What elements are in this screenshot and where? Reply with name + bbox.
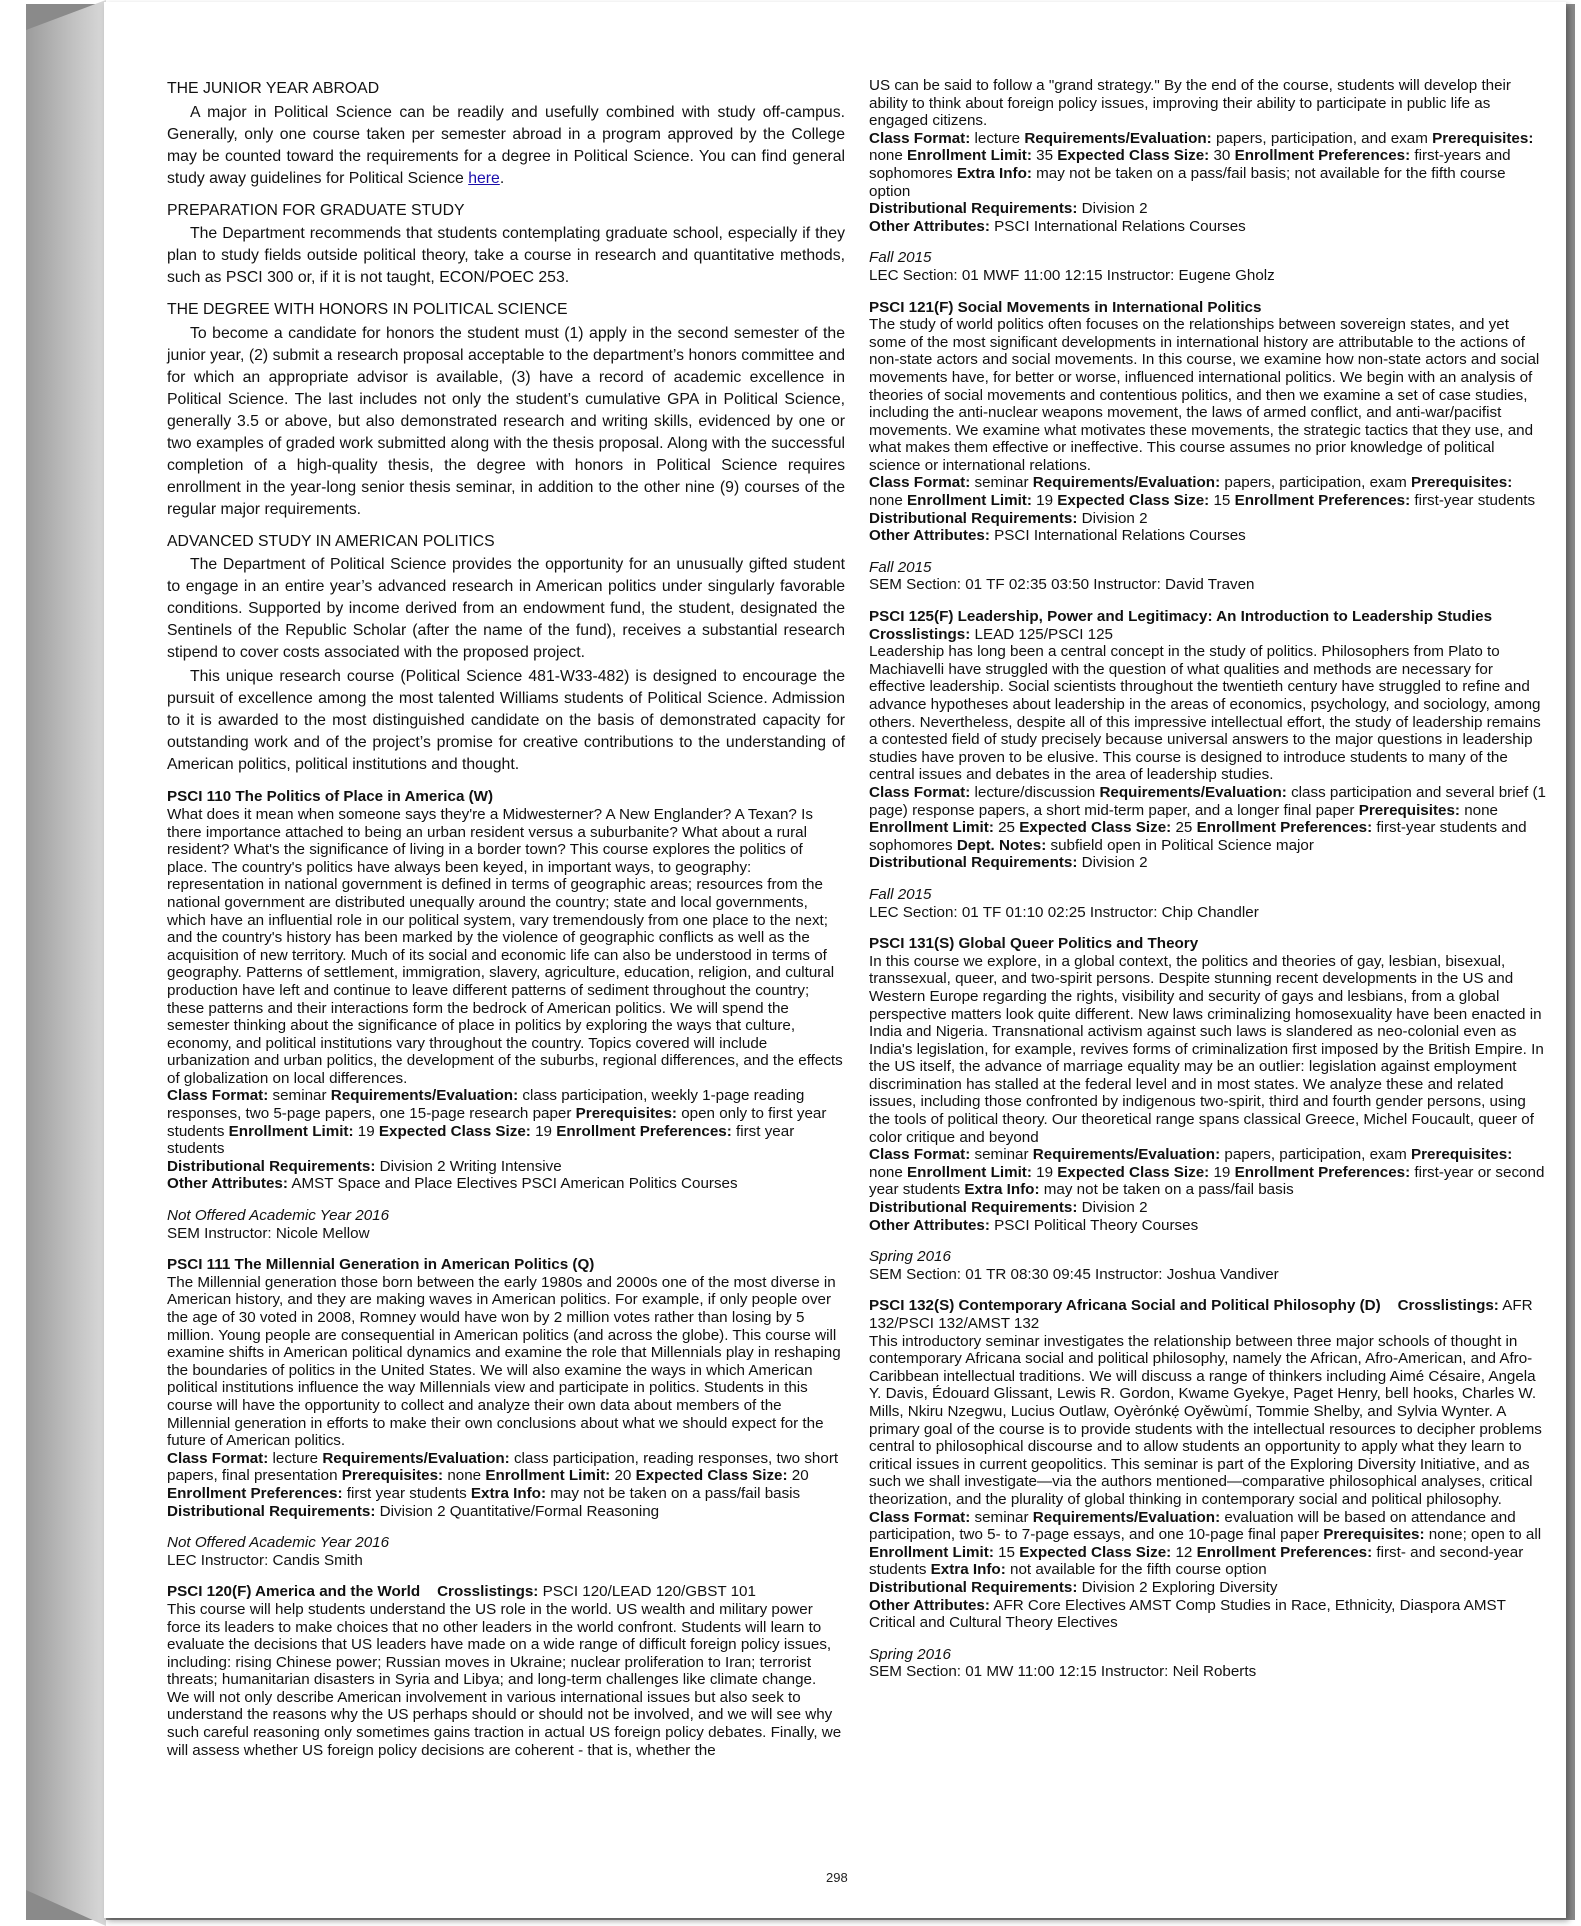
section-paragraph: This unique research course (Political Science 481-W33-482) is designed to encourage the pursuit of excellence among the most talented Williams students of Political Science. Admission to it is awarded to the most distinguished candidate on the basis of demonstrated capacity for outstanding work and of the project’s promise for creative contributions to the understanding of American politics, political institutions and thought. bbox=[167, 668, 845, 774]
section-info: LEC Section: 01 TF 01:10 02:25 Instructor: Chip Chandler bbox=[869, 903, 1259, 921]
course-description: This introductory seminar investigates the relationship between three major schools of thought in contemporary Africana social and political philosophy, namely the African, Afro-American, and Afro-Caribbean intellectual traditions. We will discuss a range of thinkers including Aimé Césaire, Angela Y. Davis, Édouard Glissant, Lewis R. Gordon, Kwame Gyekye, Paget Henry, bell hooks, Charles W. Mills, Nkiru Nzegwu, Lucius Outlaw, Oyèrónkẹ́ Oyěwùmí, Tommie Shelby, and Sylvia Wynter. A primary goal of the course is to provide students with the intellectual resources to decipher problems central to philosophical discourse and to allow students an opportunity to apply what they learn to critical issues in current geopolitics. This seminar is part of the Exploring Diversity Initiative, and as such we shall investigate—via the authors mentioned—comparative philosophical analyses, critical theorization, and the plurality of global thinking in contemporary social and political philosophy. bbox=[869, 1332, 1542, 1508]
distributional-requirements: Distributional Requirements: Division 2 bbox=[869, 1199, 1148, 1217]
term: Not Offered Academic Year 2016 bbox=[167, 1534, 390, 1552]
course-details: Class Format: lecture/discussion Requirements/Evaluation: class participation and several brief (1 page) response papers, a short mid-term paper, and a longer final paper Prerequisites: none Enrollment Limit: 25 Expected Class Size: 25 Enrollment Preferences: first-year students and sophomores Dept. Notes: subfield open in Political Science major bbox=[869, 783, 1547, 854]
course-title: PSCI 110 The Politics of Place in America (W) bbox=[167, 788, 494, 806]
course-details: Class Format: seminar Requirements/Evaluation: papers, participation, exam Prerequisites: none Enrollment Limit: 19 Expected Class Size: 19 Enrollment Preferences: first-year or second year students Extra Info: may not be taken on a pass/fail basis bbox=[869, 1146, 1545, 1199]
term: Spring 2016 bbox=[869, 1248, 951, 1266]
course-psci-132 bbox=[869, 1297, 1547, 1680]
course-offering bbox=[869, 249, 1547, 284]
right-column bbox=[869, 77, 1547, 1695]
section-info: SEM Instructor: Nicole Mellow bbox=[167, 1224, 370, 1242]
distributional-requirements: Distributional Requirements: Division 2 bbox=[869, 509, 1148, 527]
other-attributes: Other Attributes: AMST Space and Place Electives PSCI American Politics Courses bbox=[167, 1175, 738, 1193]
other-attributes: Other Attributes: PSCI International Relations Courses bbox=[869, 527, 1246, 545]
section-title: PREPARATION FOR GRADUATE STUDY bbox=[167, 201, 465, 219]
course-psci-121 bbox=[869, 299, 1547, 595]
section-honors bbox=[167, 301, 845, 521]
course-title: PSCI 120(F) America and the World bbox=[167, 1583, 421, 1601]
course-description: In this course we explore, in a global context, the politics and theories of gay, lesbian, bisexual, transsexual, queer, and two-spirit persons. Despite stunning recent developments in the US and Western Europe regarding the rights, visibility and security of gays and lesbians, from a global perspective matters look quite different. New laws criminalizing homosexuality have been enacted in India and Nigeria. Transnational activism against such laws is slandered as neo-colonial even as India's legislation, for example, revives forms of criminalization first imposed by the British Empire. In the US itself, the advance of marriage equality may be an outlier: legislation against employment discrimination has stalled at the federal level and in most states. We analyze these and related issues, including those confronted by indigenous two-spirit, third and fourth gender persons, using the tools of political theory. Our theoretical range spans classical Greece, Michel Foucault, queer of color critique and beyond bbox=[869, 952, 1544, 1146]
section-title: ADVANCED STUDY IN AMERICAN POLITICS bbox=[167, 532, 495, 550]
section-title: THE DEGREE WITH HONORS IN POLITICAL SCIENCE bbox=[167, 301, 568, 319]
course-psci-120-continued bbox=[869, 77, 1547, 285]
course-description-continued: We will not only describe American involvement in various international issues but also seek to understand the reasons why the US perhaps should or should not be involved, and we will see why such careful reasoning only sometimes gains traction in actual US foreign policy debates. Finally, we will assess whether US foreign policy decisions are coherent - that is, whether the bbox=[167, 1688, 842, 1759]
course-description: The Millennial generation those born between the early 1980s and 2000s one of the most diverse in American history, and they are making waves in American politics. For example, if only people over the age of 30 voted in 2008, Romney would have won by 2 million votes rather than losing by 5 million. Young people are consequential in American politics (and across the globe). This course will examine shifts in American political dynamics and examine the role that Millennials play in reshaping the boundaries of politics in the United States. We will also examine the ways in which American political institutions influence the way Millennials view and participate in politics. Students in this course will have the opportunity to collect and analyze their own data about members of the Millennial generation in efforts to make their own conclusions about what we should expect for the future of American politics. bbox=[167, 1273, 841, 1450]
section-paragraph: A major in Political Science can be readily and usefully combined with study off-campus. Generally, only one course taken per semester abroad in a program approved by the College may be counted toward the requirements for a degree in Political Science. You can find general study away guidelines for Political Science here. bbox=[167, 103, 845, 187]
course-description: US can be said to follow a "grand strategy." By the end of the course, students will develop their ability to think about foreign policy issues, improving their ability to participate in public life as engaged citizens. bbox=[869, 77, 1511, 130]
course-description: This course will help students understand the US role in the world. US wealth and military power force its leaders to make choices that no other leaders in the world confront. Students will learn to evaluate the decisions that US leaders have made on a wide range of difficult foreign policy issues, including: rising Chinese power; Russian moves in Ukraine; nuclear proliferation to Iran; terrorist threats; humanitarian disasters in Syria and Libya; and long-term challenges like climate change. bbox=[167, 1600, 832, 1689]
term: Fall 2015 bbox=[869, 885, 932, 903]
course-title: PSCI 125(F) Leadership, Power and Legitimacy: An Introduction to Leadership Studies bbox=[869, 608, 1493, 626]
book-spine bbox=[26, 0, 106, 1926]
left-column bbox=[167, 80, 845, 1773]
course-title: PSCI 111 The Millennial Generation in American Politics (Q) bbox=[167, 1256, 595, 1274]
section-paragraph: The Department of Political Science provides the opportunity for an unusually gifted student to engage in an entire year’s advanced research in American politics under singularly favorable conditions. Supported by income derived from an endowment fund, the student, designated the Sentinels of the Republic Scholar (after the name of the fund), receives a substantial research stipend to cover costs associated with the proposed project. bbox=[167, 556, 845, 662]
distributional-requirements: Distributional Requirements: Division 2 Exploring Diversity bbox=[869, 1578, 1278, 1596]
term: Fall 2015 bbox=[869, 558, 932, 576]
section-junior-year bbox=[167, 80, 845, 190]
course-title: PSCI 121(F) Social Movements in International Politics bbox=[869, 298, 1262, 316]
course-details: Class Format: seminar Requirements/Evaluation: evaluation will be based on attendance and participation, two 5- to 7-page essays, and one 10-page final paper Prerequisites: none; open to all Enrollment Limit: 15 Expected Class Size: 12 Enrollment Preferences: first- and second-year students Extra Info: not available for the fifth course option bbox=[869, 1508, 1542, 1579]
course-details: Class Format: lecture Requirements/Evaluation: papers, participation, and exam Prerequisites: none Enrollment Limit: 35 Expected Class Size: 30 Enrollment Preferences: first-years and sophomores Extra Info: may not be taken on a pass/fail basis; not available for the fifth course option bbox=[869, 129, 1534, 200]
course-offering bbox=[869, 1646, 1547, 1681]
other-attributes: Other Attributes: PSCI International Relations Courses bbox=[869, 217, 1246, 235]
course-details: Class Format: seminar Requirements/Evaluation: class participation, weekly 1-page reading responses, two 5-page papers, one 15-page research paper Prerequisites: open only to first year students Enrollment Limit: 19 Expected Class Size: 19 Enrollment Preferences: first year students bbox=[167, 1087, 827, 1158]
term: Fall 2015 bbox=[869, 249, 932, 267]
course-heading: PSCI 120(F) America and the World Crosslistings: PSCI 120/LEAD 120/GBST 101 bbox=[167, 1583, 756, 1601]
distributional-requirements: Distributional Requirements: Division 2 Quantitative/Formal Reasoning bbox=[167, 1502, 660, 1520]
course-offering bbox=[869, 1248, 1547, 1283]
distributional-requirements: Distributional Requirements: Division 2 Writing Intensive bbox=[167, 1157, 562, 1175]
distributional-requirements: Distributional Requirements: Division 2 bbox=[869, 854, 1148, 872]
section-info: SEM Section: 01 MW 11:00 12:15 Instructor: Neil Roberts bbox=[869, 1663, 1257, 1681]
course-heading: PSCI 132(S) Contemporary Africana Social and Political Philosophy (D) Crosslistings: AFR 132/PSCI 132/AMST 132 bbox=[869, 1297, 1533, 1332]
course-offering bbox=[869, 559, 1547, 594]
course-psci-120 bbox=[167, 1583, 845, 1759]
section-paragraph: To become a candidate for honors the student must (1) apply in the second semester of the junior year, (2) submit a research proposal acceptable to the department’s honors committee and for which an appropriate advisor is available, (3) have a record of academic excellence in Political Science. The last includes not only the student’s cumulative GPA in Political Science, generally 3.5 or above, but also demonstrated research and writing skills, evidenced by one or two examples of graded work submitted along with the thesis proposal. Along with the successful completion of a high-quality thesis, the degree with honors in Political Science requires enrollment in the year-long senior thesis seminar, in addition to the other nine (9) courses of the regular major requirements. bbox=[167, 324, 845, 518]
section-title: THE JUNIOR YEAR ABROAD bbox=[167, 80, 380, 97]
course-offering bbox=[167, 1207, 845, 1242]
course-title: PSCI 132(S) Contemporary Africana Social and Political Philosophy (D) bbox=[869, 1297, 1381, 1315]
course-details: Class Format: seminar Requirements/Evaluation: papers, participation, exam Prerequisites: none Enrollment Limit: 19 Expected Class Size: 15 Enrollment Preferences: first-year students bbox=[869, 474, 1536, 510]
course-description: What does it mean when someone says they're a Midwesterner? A New Englander? A Texan? Is there importance attached to being an urban resident versus a suburbanite? What about a rural resident? What's the significance of living in a border town? This course explores the politics of place. The country's politics have always been keyed, in important ways, to geography: representation in national government is defined in terms of geographic areas; resources from the national government are distributed unequally around the country; state and local governments, which have an influential role in our political system, vary tremendously from one place to the next; and the country's history has been marked by the violence of geographic conflicts as well as the acquisition of new territory. Much of its social and economic life can also be understood in terms of geography. Patterns of settlement, immigration, slavery, agriculture, education, religion, and cultural production have left and continue to leave different patterns of sediment throughout the country; these patterns and their interactions form the bedrock of American politics. We will spend the semester thinking about the significance of place in politics by exploring the ways that culture, economy, and political institutions vary throughout the country. Topics covered will include urbanization and urban politics, the development of the suburbs, regional differences, and the effects of globalization on local differences. bbox=[167, 805, 843, 1087]
crosslistings: AFR 132/PSCI 132/AMST 132 bbox=[869, 1297, 1533, 1332]
course-psci-125 bbox=[869, 608, 1547, 921]
section-info: SEM Section: 01 TF 02:35 03:50 Instructor: David Traven bbox=[869, 576, 1255, 594]
course-details: Class Format: lecture Requirements/Evaluation: class participation, reading responses, two short papers, final presentation Prerequisites: none Enrollment Limit: 20 Expected Class Size: 20 Enrollment Preferences: first year students Extra Info: may not be taken on a pass/fail basis bbox=[167, 1449, 839, 1502]
course-offering bbox=[869, 886, 1547, 921]
course-title: PSCI 131(S) Global Queer Politics and Theory bbox=[869, 935, 1199, 953]
page-number: 298 bbox=[826, 1870, 848, 1885]
section-advanced-study bbox=[167, 533, 845, 777]
section-info: SEM Section: 01 TR 08:30 09:45 Instructor: Joshua Vandiver bbox=[869, 1265, 1279, 1283]
here-link[interactable]: here bbox=[468, 169, 500, 187]
course-description: Leadership has long been a central concept in the study of politics. Philosophers from Plato to Machiavelli have struggled with the question of what qualities and methods are necessary for effective leadership. Social scientists throughout the twentieth century have struggled to refine and advance hypotheses about leadership in the areas of economics, psychology, and sociology, among others. Nevertheless, despite all of this impressive intellectual effort, the study of leadership remains a contested field of study precisely because universal answers to the major questions in leadership studies have proven to be elusive. This course is designed to introduce students to many of the central issues and debates in the area of leadership studies. bbox=[869, 643, 1541, 784]
course-psci-111 bbox=[167, 1256, 845, 1569]
course-offering bbox=[167, 1534, 845, 1569]
course-description: The study of world politics often focuses on the relationships between sovereign states, and yet some of the most significant developments in international history are attributable to the actions of non-state actors and social movements. In this course, we examine how non-state actors and social movements have, for better or worse, influenced international politics. We begin with an analysis of theories of social movements and contentious politics, and then we examine a set of case studies, including the anti-nuclear weapons movement, the laws of armed conflict, and anti-war/pacifist movements. We examine what motivates these movements, the strategic tactics that they use, and what makes them effective or ineffective. This course assumes no prior knowledge of political science or international relations. bbox=[869, 316, 1540, 474]
section-info: LEC Instructor: Candis Smith bbox=[167, 1551, 363, 1569]
term: Not Offered Academic Year 2016 bbox=[167, 1207, 390, 1225]
term: Spring 2016 bbox=[869, 1645, 951, 1663]
crosslistings: PSCI 120/LEAD 120/GBST 101 bbox=[542, 1583, 756, 1601]
crosslistings: Crosslistings: LEAD 125/PSCI 125 bbox=[869, 625, 1113, 643]
distributional-requirements: Distributional Requirements: Division 2 bbox=[869, 200, 1148, 218]
section-graduate-study bbox=[167, 202, 845, 290]
other-attributes: Other Attributes: PSCI Political Theory Courses bbox=[869, 1216, 1199, 1234]
course-psci-131 bbox=[869, 935, 1547, 1283]
section-paragraph: The Department recommends that students contemplating graduate school, especially if they plan to study fields outside political theory, take a course in research and quantitative methods, such as PSCI 300 or, if it is not taught, ECON/POEC 253. bbox=[167, 225, 845, 287]
course-psci-110 bbox=[167, 788, 845, 1242]
section-info: LEC Section: 01 MWF 11:00 12:15 Instructor: Eugene Gholz bbox=[869, 266, 1275, 284]
other-attributes: Other Attributes: AFR Core Electives AMST Comp Studies in Race, Ethnicity, Diaspora AMST Critical and Cultural Theory Electives bbox=[869, 1596, 1506, 1632]
